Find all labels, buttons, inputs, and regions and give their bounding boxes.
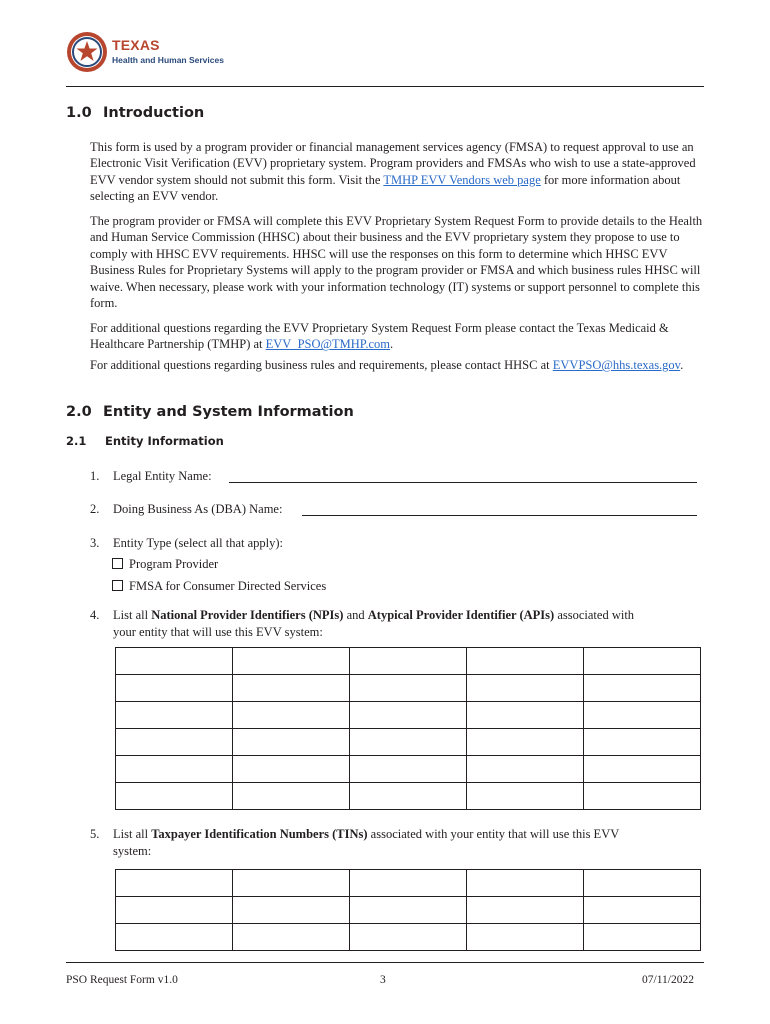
table-cell[interactable] bbox=[584, 675, 701, 702]
table-cell[interactable] bbox=[116, 648, 233, 675]
intro-paragraph-2 bbox=[90, 213, 705, 311]
texas-seal-icon bbox=[66, 31, 108, 73]
table-cell[interactable] bbox=[116, 702, 233, 729]
paragraph-text: For additional questions regarding the EVV Proprietary System Request Form please contact the Texas Medicaid & Healthcare Partnership (TMHP) at bbox=[90, 321, 669, 352]
program-provider-checkbox[interactable] bbox=[112, 558, 123, 569]
table-cell[interactable] bbox=[584, 648, 701, 675]
field-label: Legal Entity Name: bbox=[113, 469, 212, 483]
section-2-heading bbox=[66, 404, 354, 420]
table-cell[interactable] bbox=[350, 648, 467, 675]
table-cell[interactable] bbox=[116, 729, 233, 756]
table-cell[interactable] bbox=[116, 924, 233, 951]
section-number: 2.0 bbox=[66, 404, 92, 420]
table-cell[interactable] bbox=[233, 675, 350, 702]
footer-date: 07/11/2022 bbox=[642, 974, 694, 986]
tin-item-line2: system: bbox=[113, 844, 152, 858]
npi-item-line2: your entity that will use this EVV system: bbox=[113, 625, 323, 639]
section-title: Introduction bbox=[103, 105, 205, 121]
table-cell[interactable] bbox=[350, 729, 467, 756]
dba-name-field[interactable] bbox=[302, 503, 697, 516]
table-cell[interactable] bbox=[467, 702, 584, 729]
item-text-bold: Atypical Provider Identifier (APIs) bbox=[367, 608, 555, 622]
tmhp-email-link[interactable]: EVV_PSO@TMHP.com bbox=[265, 337, 391, 352]
checkbox-label: Program Provider bbox=[129, 557, 219, 571]
table-cell[interactable] bbox=[584, 924, 701, 951]
table-cell[interactable] bbox=[350, 783, 467, 810]
table-cell[interactable] bbox=[350, 756, 467, 783]
item-number: 1. bbox=[90, 469, 100, 483]
field-label: Entity Type (select all that apply): bbox=[113, 536, 284, 550]
table-cell[interactable] bbox=[233, 702, 350, 729]
section-title: Entity and System Information bbox=[103, 404, 354, 420]
intro-paragraph-4 bbox=[90, 357, 705, 373]
table-cell[interactable] bbox=[116, 756, 233, 783]
table-cell[interactable] bbox=[467, 870, 584, 897]
table-cell[interactable] bbox=[116, 870, 233, 897]
table-row bbox=[116, 924, 701, 951]
table-cell[interactable] bbox=[233, 729, 350, 756]
table-row bbox=[116, 783, 701, 810]
item-number: 4. bbox=[90, 608, 100, 622]
entity-type-item bbox=[90, 535, 283, 551]
table-cell[interactable] bbox=[467, 897, 584, 924]
table-cell[interactable] bbox=[350, 675, 467, 702]
checkbox-label: FMSA for Consumer Directed Services bbox=[129, 579, 327, 593]
texas-hhs-logo bbox=[66, 31, 108, 73]
npi-item bbox=[90, 607, 710, 623]
table-row bbox=[116, 648, 701, 675]
item-number: 3. bbox=[90, 536, 100, 550]
table-cell[interactable] bbox=[116, 783, 233, 810]
paragraph-text: for more information about selecting an EVV vendor. bbox=[90, 172, 681, 204]
item-number: 5. bbox=[90, 827, 100, 841]
table-cell[interactable] bbox=[233, 897, 350, 924]
table-cell[interactable] bbox=[467, 729, 584, 756]
dba-name-item bbox=[90, 501, 282, 517]
table-cell[interactable] bbox=[584, 702, 701, 729]
table-cell[interactable] bbox=[467, 924, 584, 951]
table-cell[interactable] bbox=[350, 897, 467, 924]
logo-title: TEXAS bbox=[112, 37, 160, 53]
paragraph-text: The program provider or FMSA will complete this EVV Proprietary System Request Form to provide details to the Health and Human Service Commission (HHSC) about their business and the EVV proprietary system they propose to use to comply with HHSC EVV requirements. HHSC will use the responses on this form to determine which HHSC EVV Business Rules for Proprietary Systems will apply to the program provider or FMSA and which business rules HHSC will waive. When necessary, please work with your information technology (IT) systems or support personnel to complete this form. bbox=[90, 214, 703, 311]
legal-entity-name-field[interactable] bbox=[229, 470, 697, 483]
footer-divider bbox=[66, 962, 704, 963]
tmhp-vendors-link[interactable]: TMHP EVV Vendors web page bbox=[383, 172, 541, 187]
logo-subtitle: Health and Human Services bbox=[112, 55, 224, 65]
item-text-bold: Taxpayer Identification Numbers (TINs) bbox=[151, 827, 368, 841]
section-number: 1.0 bbox=[66, 105, 92, 121]
table-cell[interactable] bbox=[467, 783, 584, 810]
table-cell[interactable] bbox=[350, 702, 467, 729]
item-text: List all bbox=[113, 827, 152, 841]
table-cell[interactable] bbox=[350, 924, 467, 951]
item-text: and bbox=[343, 608, 368, 622]
item-text: associated with your entity that will use this EVV bbox=[367, 827, 620, 841]
table-cell[interactable] bbox=[467, 756, 584, 783]
table-row bbox=[116, 870, 701, 897]
table-cell[interactable] bbox=[467, 675, 584, 702]
footer-form-name: PSO Request Form v1.0 bbox=[66, 974, 178, 986]
legal-entity-name-item bbox=[90, 468, 212, 484]
intro-paragraph-3 bbox=[90, 320, 705, 353]
item-text: associated with bbox=[554, 608, 635, 622]
item-text: List all bbox=[113, 608, 152, 622]
subsection-2-1-heading bbox=[66, 434, 224, 448]
subsection-title: Entity Information bbox=[105, 434, 224, 448]
table-cell[interactable] bbox=[584, 783, 701, 810]
paragraph-text: This form is used by a program provider or financial management services agency (FMSA) to request approval to use an Electronic Visit Verification (EVV) proprietary system. Program providers and FMSAs who wish to use a state-approved EVV vendor system should not submit this form. Visit the bbox=[90, 140, 696, 187]
table-cell[interactable] bbox=[116, 897, 233, 924]
table-cell[interactable] bbox=[116, 675, 233, 702]
tin-table bbox=[115, 869, 701, 951]
table-cell[interactable] bbox=[233, 924, 350, 951]
table-cell[interactable] bbox=[233, 783, 350, 810]
footer-page-number: 3 bbox=[380, 974, 386, 986]
paragraph-text: For additional questions regarding business rules and requirements, please contact HHSC at bbox=[90, 358, 553, 372]
header-divider bbox=[66, 86, 704, 87]
table-cell[interactable] bbox=[233, 648, 350, 675]
table-cell[interactable] bbox=[584, 756, 701, 783]
field-label: Doing Business As (DBA) Name: bbox=[113, 502, 283, 516]
table-cell[interactable] bbox=[233, 756, 350, 783]
table-row bbox=[116, 702, 701, 729]
section-1-heading bbox=[66, 105, 204, 121]
tin-item bbox=[90, 826, 710, 842]
fmsa-checkbox[interactable] bbox=[112, 580, 123, 591]
table-cell[interactable] bbox=[467, 648, 584, 675]
table-cell[interactable] bbox=[233, 870, 350, 897]
table-row bbox=[116, 675, 701, 702]
npi-table bbox=[115, 647, 701, 810]
item-number: 2. bbox=[90, 502, 100, 516]
paragraph-text: . bbox=[680, 358, 684, 372]
table-cell[interactable] bbox=[584, 897, 701, 924]
program-provider-option[interactable] bbox=[112, 557, 218, 572]
item-text-bold: National Provider Identifiers (NPIs) bbox=[151, 608, 344, 622]
fmsa-option[interactable] bbox=[112, 579, 326, 594]
table-cell[interactable] bbox=[584, 729, 701, 756]
intro-paragraph-1 bbox=[90, 139, 705, 205]
table-cell[interactable] bbox=[350, 870, 467, 897]
table-cell[interactable] bbox=[584, 870, 701, 897]
paragraph-text: . bbox=[390, 337, 394, 352]
table-row bbox=[116, 729, 701, 756]
table-row bbox=[116, 897, 701, 924]
table-row bbox=[116, 756, 701, 783]
hhsc-email-link[interactable]: EVVPSO@hhs.texas.gov bbox=[552, 358, 681, 372]
subsection-number: 2.1 bbox=[66, 434, 87, 448]
